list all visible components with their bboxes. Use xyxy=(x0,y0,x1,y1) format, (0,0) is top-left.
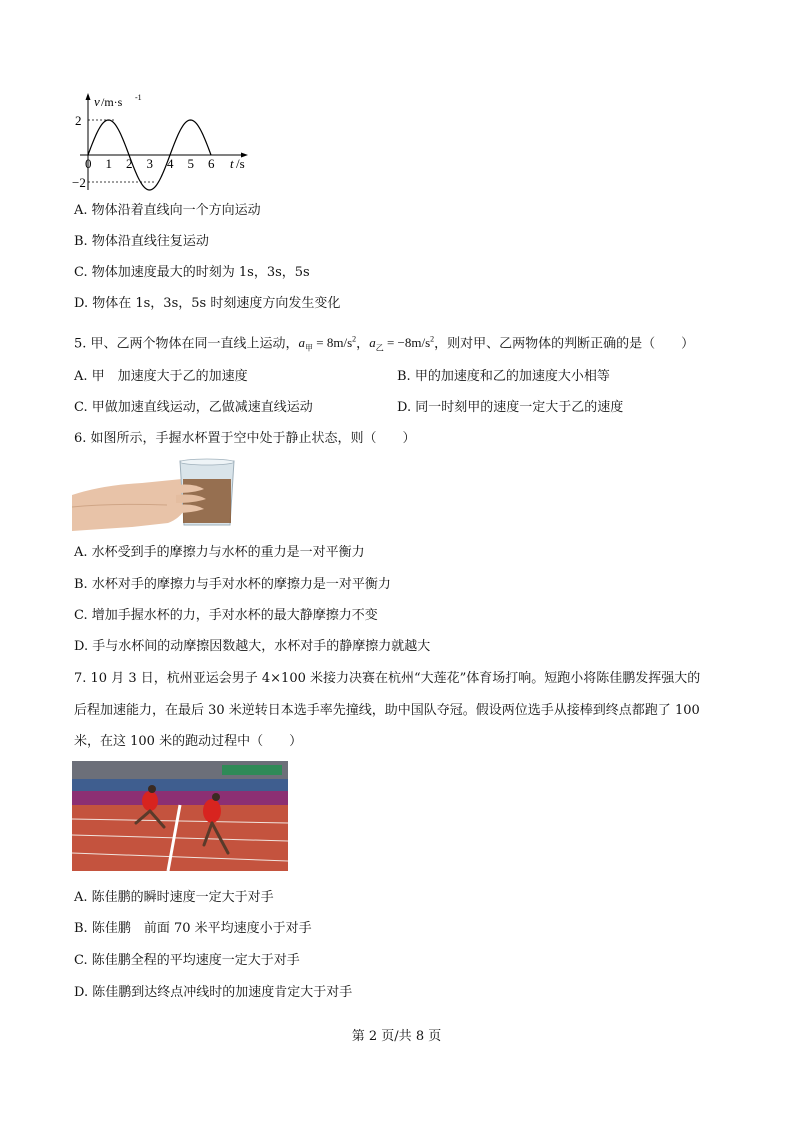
velocity-time-graph xyxy=(72,90,262,195)
q4-option-d: D. 物体在 1s，3s，5s 时刻速度方向发生变化 xyxy=(74,296,341,311)
q4-option-b: B. 物体沿直线往复运动 xyxy=(74,234,209,249)
page-footer: 第 2 页/共 8 页 xyxy=(351,1029,442,1044)
q6-option-b: B. 水杯对手的摩擦力与手对水杯的摩擦力是一对平衡力 xyxy=(74,577,391,592)
q5-option-a: A. 甲 加速度大于乙的加速度 xyxy=(74,369,248,384)
x-tick-label: 3 xyxy=(146,156,153,171)
q7-option-a: A. 陈佳鹏的瞬时速度一定大于对手 xyxy=(74,890,274,905)
q4-option-c: C. 物体加速度最大的时刻为 1s，3s，5s xyxy=(74,265,310,280)
q5-stem: 5. 甲、乙两个物体在同一直线上运动，$a_甲 = 8m/s^2$，$a_乙 = -8m/s^2$，则对甲、乙两物体的判断正确的是（ ） xyxy=(74,335,695,353)
q6-option-a: A. 水杯受到手的摩擦力与水杯的重力是一对平衡力 xyxy=(74,545,365,560)
x-axis-t: t xyxy=(230,156,234,171)
x-tick-label: 2 xyxy=(126,156,133,171)
y-tick-bottom: −2 xyxy=(72,175,86,190)
q7-option-c: C. 陈佳鹏全程的平均速度一定大于对手 xyxy=(74,953,300,968)
hand-holding-cup-image xyxy=(72,455,240,531)
x-tick-label: 1 xyxy=(105,156,112,171)
y-axis-v: v xyxy=(94,94,100,109)
q4-option-a: A. 物体沿着直线向一个方向运动 xyxy=(74,203,261,218)
q5-option-d: D. 同一时刻甲的速度一定大于乙的速度 xyxy=(397,400,624,415)
q5-a1-formula: $a_甲 = 8m/s^2$ xyxy=(298,335,357,353)
x-axis-unit: /s xyxy=(236,156,245,171)
y-tick-top: 2 xyxy=(75,113,82,128)
q7-stem-line-3: 米，在这 100 米的跑动过程中（ ） xyxy=(74,734,303,749)
q5-option-b: B. 甲的加速度和乙的加速度大小相等 xyxy=(397,369,610,384)
q7-stem-line-2: 后程加速能力，在最后 30 米逆转日本选手率先撞线，助中国队夺冠。假设两位选手从接棒到终点都跑了 100 xyxy=(74,703,700,718)
y-axis-unit: /m·s xyxy=(101,95,123,109)
q6-option-d: D. 手与水杯间的动摩擦因数越大，水杯对手的静摩擦力就越大 xyxy=(74,639,431,654)
q7-option-b: B. 陈佳鹏 前面 70 米平均速度小于对手 xyxy=(74,921,312,936)
q6-stem: 6. 如图所示，手握水杯置于空中处于静止状态，则（ ） xyxy=(74,431,416,446)
q7-stem-line-1: 7. 10 月 3 日，杭州亚运会男子 4×100 米接力决赛在杭州“大莲花”体育场打响。短跑小将陈佳鹏发挥强大的 xyxy=(74,671,701,686)
q7-option-d: D. 陈佳鹏到达终点冲线时的加速度肯定大于对手 xyxy=(74,985,353,1000)
x-tick-label: 5 xyxy=(187,156,194,171)
x-tick-label: 0 xyxy=(85,156,92,171)
q5-a2-formula: $a_乙 = -8m/s^2$ xyxy=(369,335,435,353)
x-tick-label: 6 xyxy=(208,156,215,171)
q6-option-c: C. 增加手握水杯的力，手对水杯的最大静摩擦力不变 xyxy=(74,608,378,623)
q5-option-c: C. 甲做加速直线运动，乙做减速直线运动 xyxy=(74,400,313,415)
relay-race-image xyxy=(72,761,288,871)
x-tick-label: 4 xyxy=(167,156,174,171)
y-axis-unit-exp: -1 xyxy=(135,93,142,102)
